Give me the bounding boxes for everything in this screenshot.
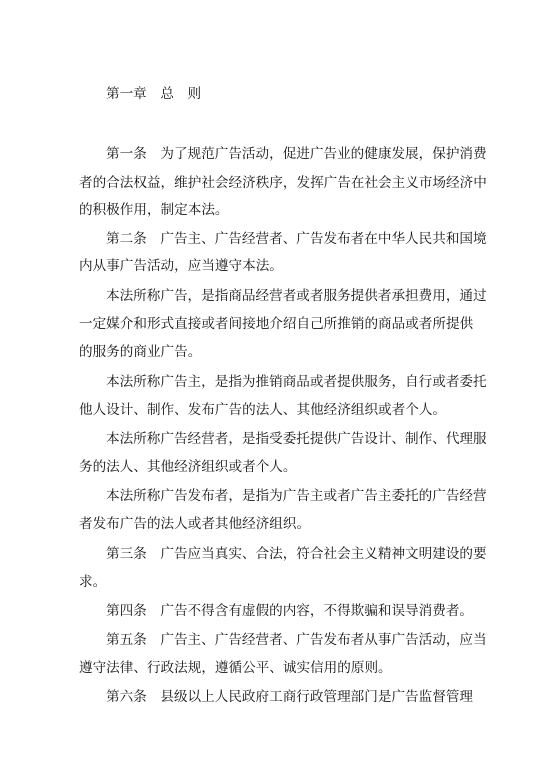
chapter-title: 第一章 总 则 [106, 86, 202, 102]
definition-ad-line-3: 的服务的商业广告。 [79, 344, 202, 360]
article-1-line-3: 的积极作用，制定本法。 [79, 202, 229, 218]
article-1-line-1: 第一条 为了规范广告活动，促进广告业的健康发展，保护消费 [106, 146, 487, 162]
definition-publisher-line-2: 者发布广告的法人或者其他经济组织。 [79, 516, 311, 532]
article-5-line-1: 第五条 广告主、广告经营者、广告发布者从事广告活动，应当 [106, 632, 487, 648]
article-4-line-1: 第四条 广告不得含有虚假的内容，不得欺骗和误导消费者。 [106, 603, 474, 619]
article-5-line-2: 遵守法律、行政法规，遵循公平、诚实信用的原则。 [79, 660, 392, 676]
definition-operator-line-2: 务的法人、其他经济组织或者个人。 [79, 459, 297, 475]
definition-ad-line-2: 一定媒介和形式直接或者间接地介绍自己所推销的商品或者所提供 [79, 316, 474, 332]
definition-operator-line-1: 本法所称广告经营者，是指受委托提供广告设计、制作、代理服 [106, 431, 487, 447]
definition-ad-line-1: 本法所称广告，是指商品经营者或者服务提供者承担费用，通过 [106, 288, 487, 304]
article-3-line-2: 求。 [79, 574, 107, 590]
article-2-line-1: 第二条 广告主、广告经营者、广告发布者在中华人民共和国境 [106, 231, 487, 247]
article-1-line-2: 者的合法权益，维护社会经济秩序，发挥广告在社会主义市场经济中 [79, 175, 487, 191]
definition-advertiser-line-1: 本法所称广告主，是指为推销商品或者提供服务，自行或者委托 [106, 374, 487, 390]
definition-publisher-line-1: 本法所称广告发布者，是指为广告主或者广告主委托的广告经营 [106, 488, 487, 504]
article-6-line-1: 第六条 县级以上人民政府工商行政管理部门是广告监督管理 [106, 689, 474, 705]
article-3-line-1: 第三条 广告应当真实、合法，符合社会主义精神文明建设的要 [106, 546, 487, 562]
definition-advertiser-line-2: 他人设计、制作、发布广告的法人、其他经济组织或者个人。 [79, 402, 447, 418]
article-2-line-2: 内从事广告活动，应当遵守本法。 [79, 258, 283, 274]
